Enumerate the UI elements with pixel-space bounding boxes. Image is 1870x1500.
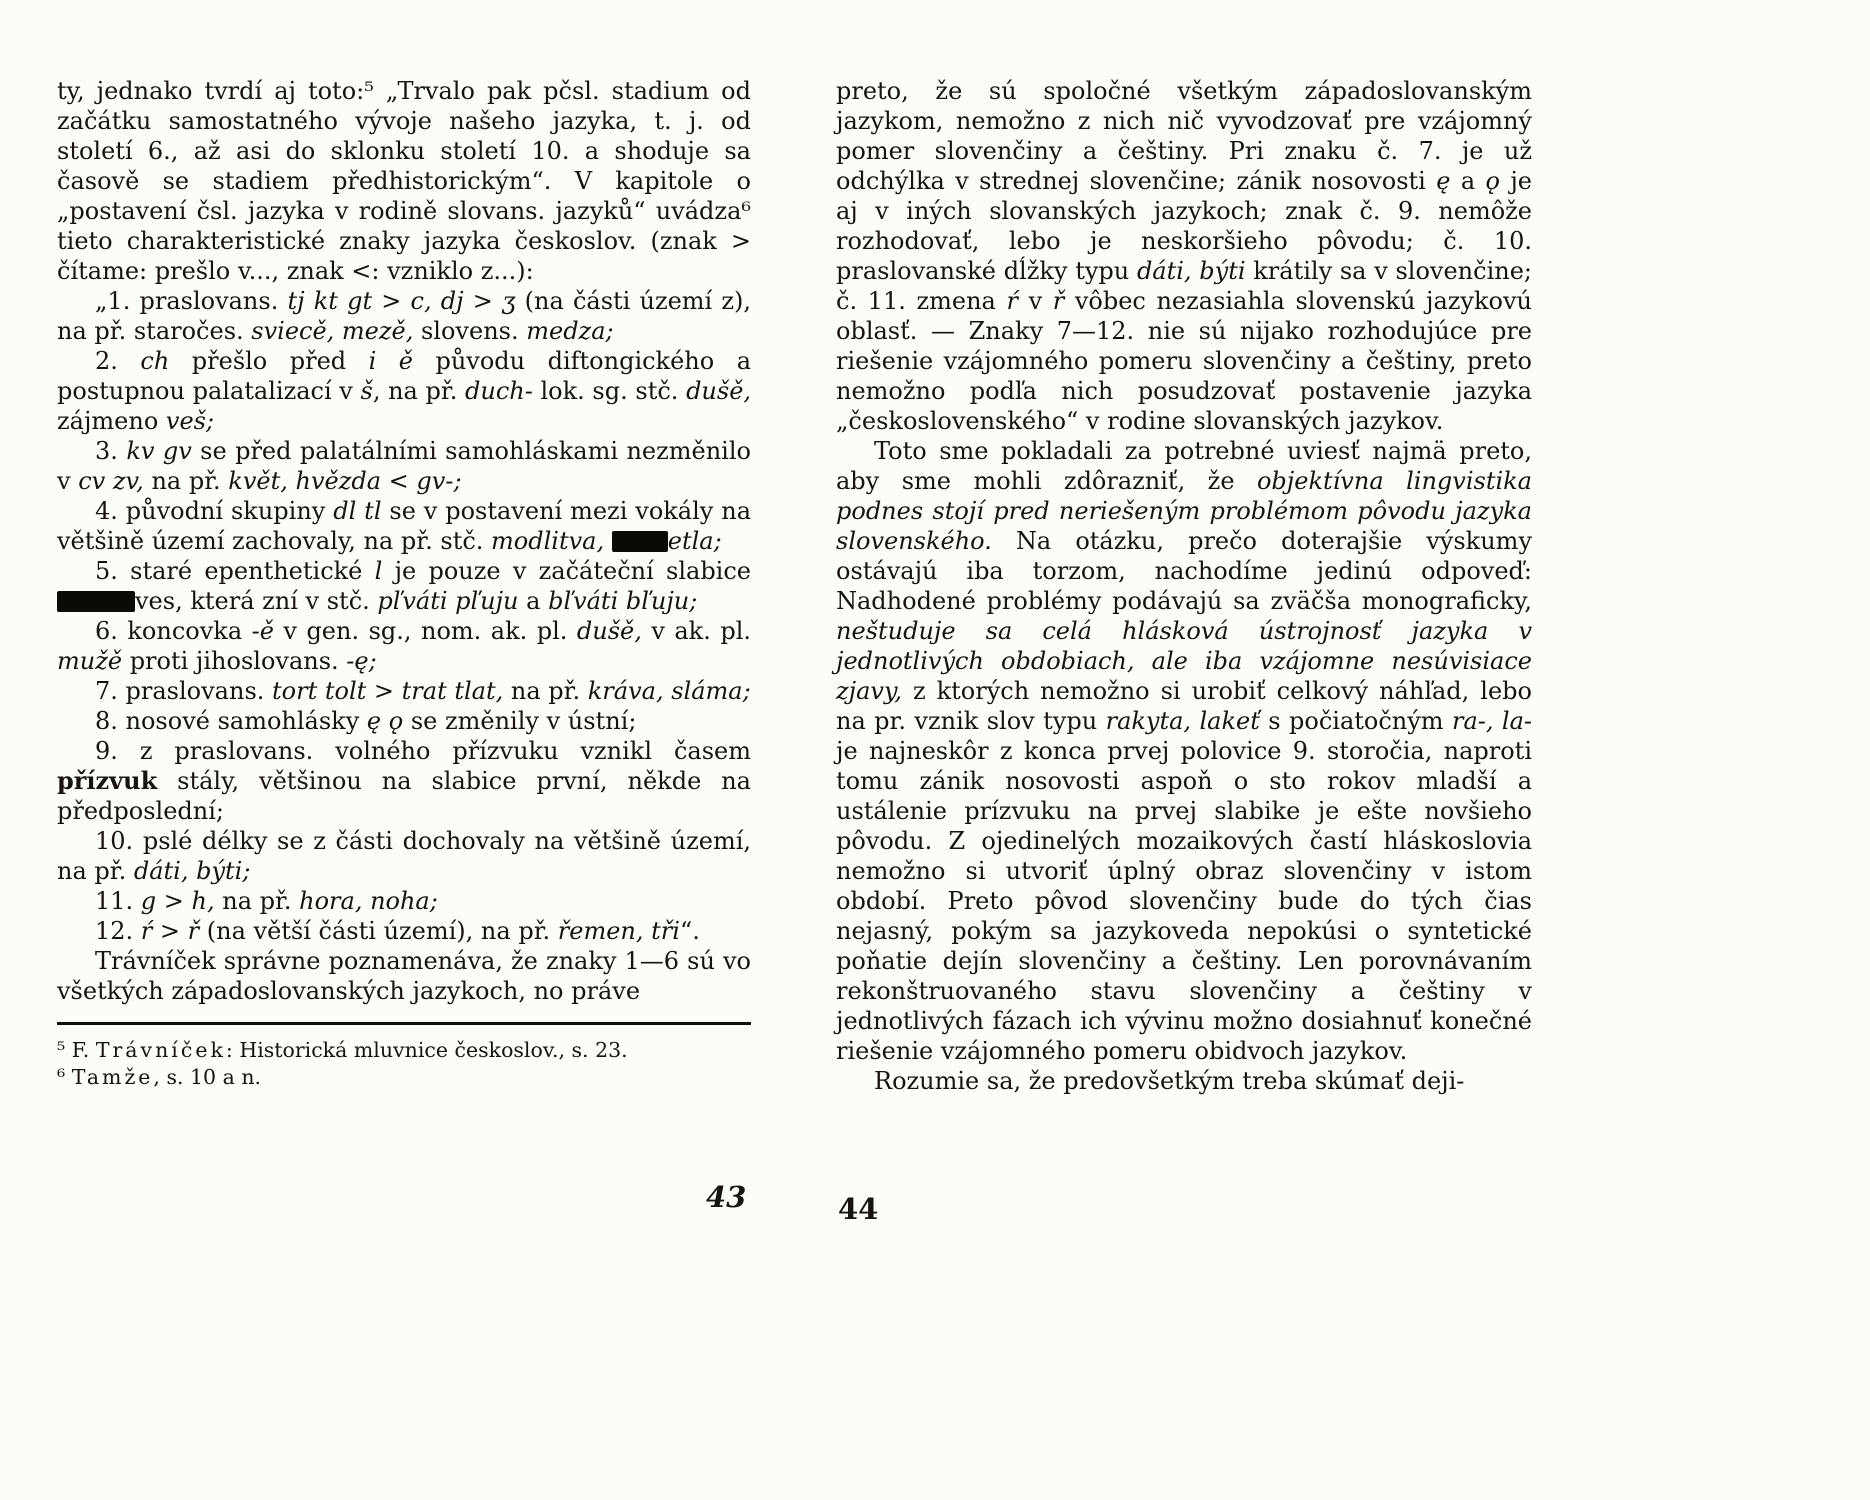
text-run: > xyxy=(152,917,188,945)
text-run: ⁵ F. xyxy=(57,1038,96,1062)
text-run: krátily sa v slovenčine; č. 11. zmena xyxy=(836,257,1532,315)
text-run: přízvuk xyxy=(57,766,158,795)
page-number-left: 43 xyxy=(706,1180,747,1214)
paragraph xyxy=(57,886,751,916)
text-run: 11. xyxy=(95,887,141,915)
text-run: i xyxy=(368,347,377,375)
text-run: h, xyxy=(191,887,215,915)
text-run: “. xyxy=(679,917,700,945)
text-run: „1. praslovans. xyxy=(95,287,288,315)
text-run: trat tlat, xyxy=(401,677,504,705)
text-run: Trávníček xyxy=(95,1038,226,1062)
text-run: slovens. xyxy=(413,317,527,345)
text-run: s počiatočným xyxy=(1259,707,1452,735)
text-run: 8. nosové samohlásky xyxy=(95,707,367,735)
text-run: dušě, xyxy=(576,617,642,645)
text-run: kráva, sláma; xyxy=(587,677,751,705)
text-run: veš; xyxy=(165,407,215,435)
text-run: < xyxy=(381,467,417,495)
text-run: je aj v iných slovanských jazykoch; znak č. 9. nemôže rozhodovať, lebo je neskoršieho pôvodu; č. 10. praslovanské dĺžky typu xyxy=(836,167,1532,285)
text-run: na př. xyxy=(503,677,588,705)
paragraph xyxy=(57,676,751,706)
text-run: 7. praslovans. xyxy=(95,677,273,705)
text-run xyxy=(376,347,398,375)
text-run: Tamže xyxy=(71,1065,154,1089)
text-run: ę xyxy=(1436,167,1451,195)
text-run: je najneskôr z konca prvej polovice 9. storočia, naproti tomu zánik nosovosti aspoň o sto rokov mladší a ustálenie prízvuku na prvej slabike je ešte novšieho pôvodu. Z ojedinelých mozaikových častí hláskoslovia nemožno si utvoriť úplný obraz slovenčiny v istom období. Preto pôvod slovenčiny bude do tých čias nejasný, pokým sa jazykoveda nepokúsi o syntetické poňatie dejín slovenčiny a češtiny. Len porovnávaním rekonštruovaného stavu slovenčiny a češtiny v jednotlivých fázach ich vývinu možno dosiahnuť konečné riešenie vzájomného pomeru obidvoch jazykov. xyxy=(836,737,1532,1065)
text-run: > xyxy=(372,287,411,315)
text-run: tj kt gt xyxy=(287,287,373,315)
text-run: etla; xyxy=(667,527,722,555)
page-left-column xyxy=(57,76,751,1091)
paragraph xyxy=(57,436,751,496)
page-number-right: 44 xyxy=(838,1192,879,1226)
paragraph xyxy=(836,76,1532,436)
text-run: 2. xyxy=(95,347,141,375)
paragraph xyxy=(57,346,751,436)
text-run: tort tolt xyxy=(272,677,367,705)
text-run: se v postavení mezi vokály na většině území zachovaly, na př. stč. xyxy=(57,497,751,555)
text-run: c, dj xyxy=(410,287,464,315)
paragraph xyxy=(836,1066,1532,1096)
text-run: ŕ xyxy=(140,917,153,945)
text-run: sviecě, mezě, xyxy=(251,317,414,345)
text-run: dušě, xyxy=(686,377,752,405)
text-run: ⁶ xyxy=(57,1065,72,1089)
text-run: cv zv, xyxy=(78,467,144,495)
text-run: 12. xyxy=(95,917,141,945)
text-run xyxy=(604,527,612,555)
text-run: > xyxy=(156,887,192,915)
text-run: se změnily v ústní; xyxy=(403,707,637,735)
paragraph xyxy=(836,436,1532,1066)
text-run: přešlo před xyxy=(169,347,369,375)
text-run: objektívna lingvistika podnes stojí pred neriešeným problémom pôvodu jazyka slovenského. xyxy=(836,467,1532,555)
text-run: Toto sme pokladali za potrebné uviesť najmä preto, aby sme mohli zdôrazniť, že xyxy=(836,437,1532,495)
text-run: 3. xyxy=(95,437,127,465)
text-run: ř xyxy=(1052,287,1065,315)
paragraph xyxy=(57,76,751,286)
paragraph xyxy=(57,916,751,946)
footnote xyxy=(57,1037,751,1064)
text-run: (na větší části území), na př. xyxy=(199,917,558,945)
text-run: vôbec nezasiahla slovenskú jazykovú oblasť. — Znaky 7—12. nie sú nijako rozhodujúce pre riešenie vzájomného pomeru slovenčiny a češtiny, preto nemožno podľa nich posudzovať postavenie jazyka „československého“ v rodine slovanských jazykov. xyxy=(836,287,1533,435)
text-run: lok. sg. stč. xyxy=(532,377,687,405)
text-run: 4. původní skupiny xyxy=(95,497,334,525)
text-run: , na př. xyxy=(372,377,465,405)
text-run: > xyxy=(366,677,402,705)
text-run: na př. xyxy=(214,887,300,915)
footnote xyxy=(57,1064,751,1091)
text-run: ę ǫ xyxy=(366,707,404,735)
text-run: duch- xyxy=(465,377,533,405)
text-run: proti jihoslovans. xyxy=(122,647,347,675)
text-run: preto, že sú spoločné všetkým západoslovanským jazykom, nemožno z nich nič vyvodzovať pre vzájomný pomer slovenčiny a češtiny. Pri znaku č. 7. je už odchýlka v strednej slovenčine; zánik nosovosti xyxy=(836,77,1532,195)
paragraph xyxy=(57,556,751,616)
text-run: hora, noha; xyxy=(299,887,438,915)
text-run: kv gv xyxy=(126,437,192,465)
text-run: stály, většinou na slabice první, někde na předposlední; xyxy=(57,767,751,825)
paragraph xyxy=(57,706,751,736)
text-run: , s. 10 a n. xyxy=(153,1065,262,1089)
text-run: v ak. pl. xyxy=(641,617,751,645)
text-run: ch xyxy=(140,347,170,375)
paragraph xyxy=(57,946,751,1006)
text-run: 9. z praslovans. volného přízvuku vznikl časem xyxy=(95,737,751,765)
text-run: mužě xyxy=(57,647,123,675)
text-run: se před palatálními samohláskami nezměnilo v xyxy=(57,437,751,495)
text-run: medza; xyxy=(526,317,614,345)
text-run: 10. pslé délky se z části dochovaly na většině území, na př. xyxy=(57,827,751,885)
text-run: řemen, tři xyxy=(557,917,680,945)
text-run: pľváti pľuju xyxy=(377,587,519,615)
text-run: ŕ xyxy=(1006,287,1018,315)
text-run: š xyxy=(360,377,373,405)
text-run: květ, hvězda xyxy=(228,467,382,495)
paragraph xyxy=(57,826,751,886)
text-run: 6. koncovka xyxy=(95,617,252,645)
text-run: -ě xyxy=(251,617,274,645)
text-run: ě xyxy=(398,347,413,375)
text-run: g xyxy=(140,887,157,915)
paragraph xyxy=(57,616,751,676)
text-run: je pouze v začáteční slabice xyxy=(382,557,751,585)
paragraph xyxy=(57,286,751,346)
text-run: dáti, býti xyxy=(1136,257,1246,285)
text-run: ra-, la- xyxy=(1451,707,1533,735)
text-run: ř xyxy=(187,917,200,945)
text-run: dáti, býti; xyxy=(133,857,251,885)
text-run: (na části území z), na př. staročes. xyxy=(57,287,752,345)
paragraph xyxy=(57,736,751,826)
text-run: ty, jednako tvrdí aj toto:⁵ „Trvalo pak pčsl. stadium od začátku samostatného vývoje našeho jazyka, t. j. od století 6., až asi do sklonku století 10. a shoduje sa časově se stadiem předhistorickým“. V kapitole o „postavení čsl. jazyka v rodině slovans. jazyků“ uvádza⁶ tieto charakteristické znaky jazyka českoslov. (znak > čítame: prešlo v..., znak <: vzniklo z...): xyxy=(57,77,751,285)
footnote-divider xyxy=(57,1022,751,1025)
text-run: gv-; xyxy=(416,467,462,495)
text-run: neštuduje sa celá hlásková ústrojnosť jazyka v jednotlivých obdobiach, ale iba vzájomne nesúvisiace zjavy, xyxy=(836,617,1532,705)
text-run: ves, která zní v stč. xyxy=(135,587,378,615)
text-run: Na otázku, prečo doterajšie výskumy ostávajú iba torzom, nachodíme jedinú odpoveď: Nadhodené problémy podávajú sa zväčša monograficky, xyxy=(836,527,1532,615)
text-run: ǫ xyxy=(1485,167,1500,195)
text-run: modlitva, xyxy=(491,527,605,555)
text-run: zájmeno xyxy=(57,407,166,435)
text-run: : Historická mluvnice českoslov., s. 23. xyxy=(225,1038,628,1062)
text-run: z ktorých nemožno si urobiť celkový náhľad, lebo na pr. vznik slov typu xyxy=(836,677,1532,735)
text-run: dl tl xyxy=(333,497,382,525)
text-run: -ę; xyxy=(346,647,377,675)
left-footnotes xyxy=(57,1037,751,1091)
text-run: ʒ xyxy=(501,287,516,315)
left-paragraphs xyxy=(57,76,751,1006)
paragraph xyxy=(57,496,751,556)
text-run: rakyta, lakeť xyxy=(1105,707,1260,735)
text-run: l xyxy=(374,557,383,585)
text-run: > xyxy=(463,287,502,315)
right-paragraphs xyxy=(836,76,1532,1096)
text-run: Rozumie sa, že predovšetkým treba skúmať deji- xyxy=(874,1067,1465,1095)
text-run: a xyxy=(518,587,549,615)
text-run: bľváti bľuju; xyxy=(548,587,698,615)
text-run: Trávníček správne poznamenáva, že znaky 1—6 sú vo všetkých západoslovanských jazykoch, no práve xyxy=(57,947,751,1005)
text-run: na př. xyxy=(143,467,229,495)
text-run: v gen. sg., nom. ak. pl. xyxy=(273,617,577,645)
text-run: v xyxy=(1017,287,1053,315)
text-run: původu diftongického a postupnou palatalizací v xyxy=(57,347,751,405)
ink-blot xyxy=(612,531,668,552)
text-run: 5. staré epenthetické xyxy=(95,557,375,585)
page-right-column xyxy=(836,76,1532,1096)
ink-blot xyxy=(57,591,135,612)
text-run: a xyxy=(1450,167,1486,195)
